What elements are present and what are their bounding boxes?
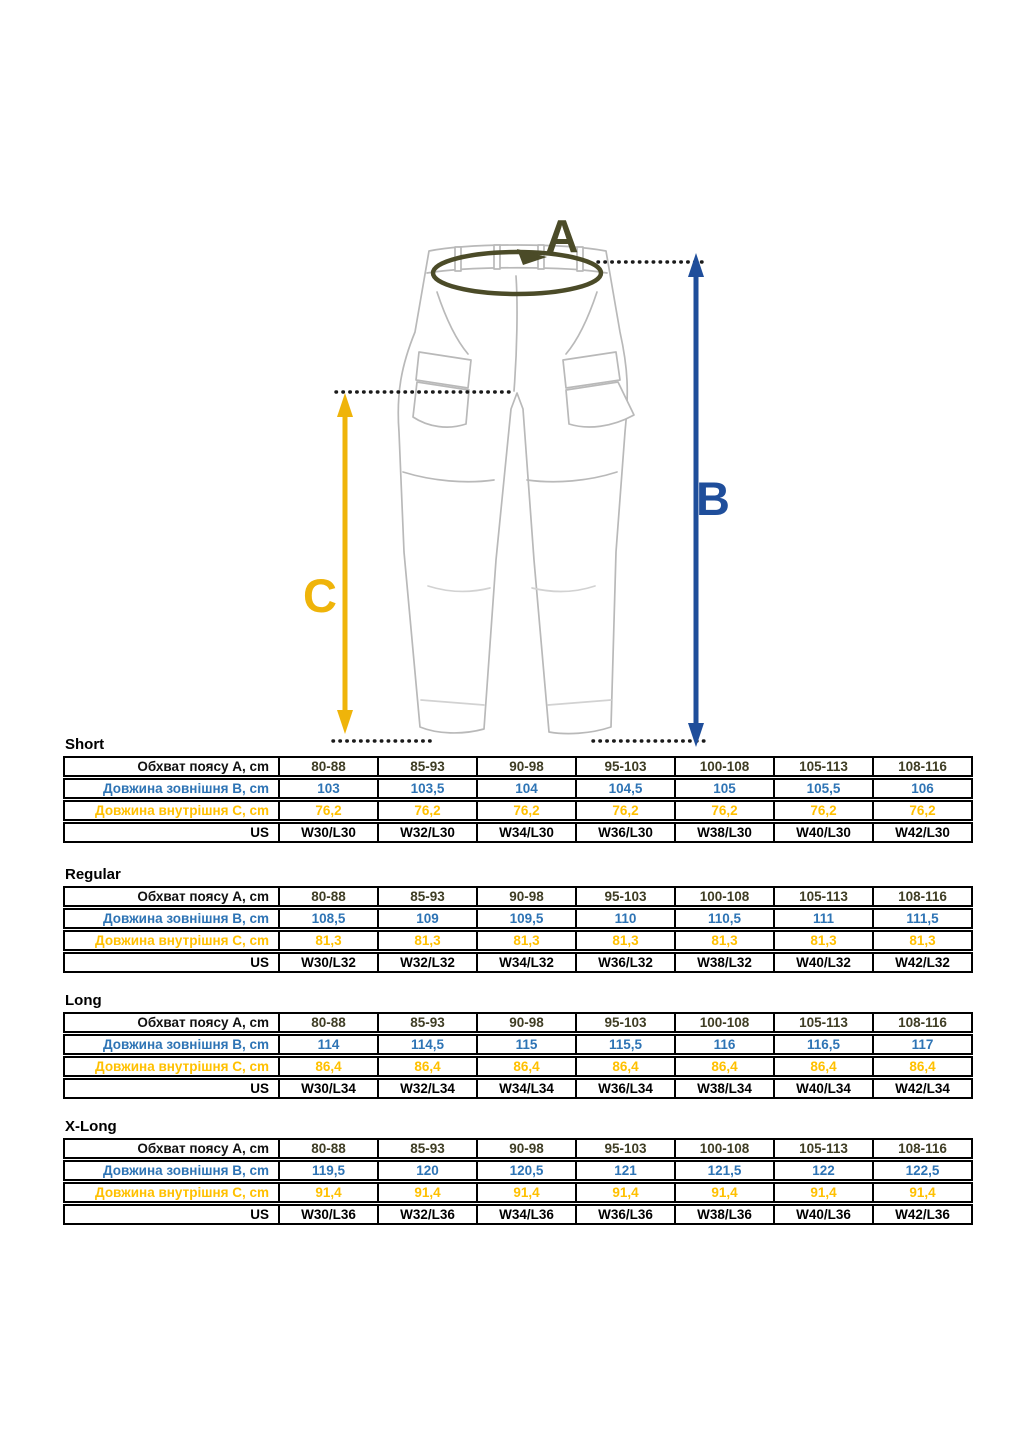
size-cell: 109	[377, 910, 476, 927]
size-cell: 114	[278, 1036, 377, 1053]
size-table	[63, 1012, 973, 1099]
size-cell: 91,4	[575, 1184, 674, 1201]
size-section-short	[63, 736, 973, 844]
row-label: Обхват поясу A, cm	[137, 1015, 269, 1030]
size-cell: 80-88	[278, 758, 377, 775]
table-row	[63, 756, 973, 777]
size-cell: 81,3	[476, 932, 575, 949]
size-cell: W32/L30	[377, 824, 476, 841]
size-cell: W40/L34	[773, 1080, 872, 1097]
size-cell: 108-116	[872, 1014, 971, 1031]
size-cell: 120	[377, 1162, 476, 1179]
size-cell: W30/L36	[278, 1206, 377, 1223]
size-cell: 76,2	[377, 802, 476, 819]
size-cell: 86,4	[476, 1058, 575, 1075]
size-cell: 108-116	[872, 888, 971, 905]
size-cell: W38/L36	[674, 1206, 773, 1223]
table-row	[63, 1182, 973, 1203]
table-row	[63, 1078, 973, 1099]
table-row	[63, 952, 973, 973]
size-cell: 121,5	[674, 1162, 773, 1179]
section-title: Short	[65, 736, 105, 753]
size-cell: 108,5	[278, 910, 377, 927]
size-cell: 122	[773, 1162, 872, 1179]
arrow-down-icon	[337, 710, 353, 734]
size-cell: W36/L32	[575, 954, 674, 971]
size-cell: 91,4	[872, 1184, 971, 1201]
row-label: US	[250, 825, 269, 840]
size-cell: 81,3	[575, 932, 674, 949]
row-label: Довжина внутрішня C, cm	[95, 933, 269, 948]
size-cell: 95-103	[575, 1014, 674, 1031]
size-cell: 100-108	[674, 1014, 773, 1031]
size-cell: 86,4	[575, 1058, 674, 1075]
size-cell: 110,5	[674, 910, 773, 927]
size-cell: 100-108	[674, 888, 773, 905]
size-cell: W36/L36	[575, 1206, 674, 1223]
size-cell: 81,3	[872, 932, 971, 949]
size-cell: W32/L34	[377, 1080, 476, 1097]
size-cell: W34/L34	[476, 1080, 575, 1097]
size-cell: 76,2	[476, 802, 575, 819]
size-cell: 91,4	[278, 1184, 377, 1201]
row-label: US	[250, 1081, 269, 1096]
row-label: Довжина внутрішня C, cm	[95, 803, 269, 818]
size-cell: 80-88	[278, 1014, 377, 1031]
size-cell: 117	[872, 1036, 971, 1053]
size-cell: W40/L36	[773, 1206, 872, 1223]
size-cell: 91,4	[674, 1184, 773, 1201]
size-table	[63, 756, 973, 843]
size-cell: W34/L30	[476, 824, 575, 841]
size-cell: W30/L32	[278, 954, 377, 971]
size-cell: 85-93	[377, 758, 476, 775]
size-cell: 80-88	[278, 1140, 377, 1157]
section-title: Long	[65, 992, 102, 1009]
table-row	[63, 908, 973, 929]
row-label: Довжина зовнішня B, cm	[102, 1163, 269, 1178]
label-b: B	[696, 472, 730, 525]
size-cell: 90-98	[476, 1140, 575, 1157]
size-cell: W42/L34	[872, 1080, 971, 1097]
size-cell: 105	[674, 780, 773, 797]
size-cell: 115	[476, 1036, 575, 1053]
size-cell: 105-113	[773, 758, 872, 775]
size-cell: 95-103	[575, 758, 674, 775]
size-cell: 104	[476, 780, 575, 797]
section-title: Regular	[65, 866, 121, 883]
size-cell: 105,5	[773, 780, 872, 797]
size-cell: W34/L36	[476, 1206, 575, 1223]
size-cell: 85-93	[377, 1014, 476, 1031]
row-label: Довжина зовнішня B, cm	[102, 911, 269, 926]
table-row	[63, 1034, 973, 1055]
table-row	[63, 930, 973, 951]
size-cell: 91,4	[476, 1184, 575, 1201]
row-label: Обхват поясу A, cm	[137, 1141, 269, 1156]
size-cell: 81,3	[278, 932, 377, 949]
size-cell: 90-98	[476, 758, 575, 775]
size-cell: W38/L32	[674, 954, 773, 971]
size-cell: 86,4	[377, 1058, 476, 1075]
size-cell: W42/L36	[872, 1206, 971, 1223]
row-label: Довжина внутрішня C, cm	[95, 1185, 269, 1200]
table-row	[63, 800, 973, 821]
table-row	[63, 778, 973, 799]
size-cell: 120,5	[476, 1162, 575, 1179]
row-label: Довжина зовнішня B, cm	[102, 781, 269, 796]
size-cell: 104,5	[575, 780, 674, 797]
size-cell: 81,3	[674, 932, 773, 949]
size-cell: W36/L34	[575, 1080, 674, 1097]
table-row	[63, 1160, 973, 1181]
size-cell: 111,5	[872, 910, 971, 927]
size-cell: W32/L32	[377, 954, 476, 971]
size-cell: W42/L30	[872, 824, 971, 841]
size-cell: 100-108	[674, 1140, 773, 1157]
size-cell: 95-103	[575, 888, 674, 905]
size-section-regular	[63, 866, 973, 974]
size-cell: 116	[674, 1036, 773, 1053]
table-row	[63, 1012, 973, 1033]
size-cell: 80-88	[278, 888, 377, 905]
arrow-up-icon	[337, 393, 353, 417]
size-cell: W40/L32	[773, 954, 872, 971]
size-section-xlong	[63, 1118, 973, 1226]
table-row	[63, 1204, 973, 1225]
size-cell: 90-98	[476, 1014, 575, 1031]
size-cell: W40/L30	[773, 824, 872, 841]
size-cell: 103	[278, 780, 377, 797]
size-cell: W32/L36	[377, 1206, 476, 1223]
row-label: Обхват поясу A, cm	[137, 889, 269, 904]
size-cell: 86,4	[674, 1058, 773, 1075]
arrow-up-icon	[688, 253, 704, 277]
size-cell: 76,2	[674, 802, 773, 819]
size-cell: 86,4	[773, 1058, 872, 1075]
size-cell: 110	[575, 910, 674, 927]
table-row	[63, 886, 973, 907]
size-cell: 91,4	[377, 1184, 476, 1201]
size-cell: 86,4	[278, 1058, 377, 1075]
size-cell: 91,4	[773, 1184, 872, 1201]
table-row	[63, 1138, 973, 1159]
size-cell: W34/L32	[476, 954, 575, 971]
row-label: Обхват поясу A, cm	[137, 759, 269, 774]
size-section-long	[63, 992, 973, 1100]
size-cell: 114,5	[377, 1036, 476, 1053]
size-cell: 100-108	[674, 758, 773, 775]
size-cell: 105-113	[773, 888, 872, 905]
size-cell: 121	[575, 1162, 674, 1179]
size-cell: W38/L34	[674, 1080, 773, 1097]
size-cell: 81,3	[377, 932, 476, 949]
size-table	[63, 886, 973, 973]
table-row	[63, 1056, 973, 1077]
size-cell: 108-116	[872, 758, 971, 775]
size-cell: W42/L32	[872, 954, 971, 971]
size-cell: 76,2	[773, 802, 872, 819]
size-cell: 106	[872, 780, 971, 797]
size-cell: 122,5	[872, 1162, 971, 1179]
size-cell: 76,2	[575, 802, 674, 819]
table-row	[63, 822, 973, 843]
size-cell: 105-113	[773, 1140, 872, 1157]
size-cell: 85-93	[377, 1140, 476, 1157]
size-cell: W30/L30	[278, 824, 377, 841]
row-label: Довжина зовнішня B, cm	[102, 1037, 269, 1052]
size-cell: 109,5	[476, 910, 575, 927]
size-cell: 116,5	[773, 1036, 872, 1053]
size-cell: 111	[773, 910, 872, 927]
size-cell: 103,5	[377, 780, 476, 797]
size-cell: 108-116	[872, 1140, 971, 1157]
row-label: US	[250, 955, 269, 970]
label-a: A	[545, 210, 579, 262]
size-cell: 76,2	[872, 802, 971, 819]
label-c: C	[303, 569, 337, 622]
size-cell: W38/L30	[674, 824, 773, 841]
size-cell: 105-113	[773, 1014, 872, 1031]
size-cell: 86,4	[872, 1058, 971, 1075]
section-title: X-Long	[65, 1118, 117, 1135]
size-cell: 115,5	[575, 1036, 674, 1053]
row-label: US	[250, 1207, 269, 1222]
size-cell: 81,3	[773, 932, 872, 949]
size-table	[63, 1138, 973, 1225]
size-cell: W36/L30	[575, 824, 674, 841]
size-cell: 119,5	[278, 1162, 377, 1179]
size-cell: 90-98	[476, 888, 575, 905]
inner-length-arrow	[337, 393, 353, 734]
size-cell: 76,2	[278, 802, 377, 819]
size-cell: W30/L34	[278, 1080, 377, 1097]
row-label: Довжина внутрішня C, cm	[95, 1059, 269, 1074]
size-cell: 95-103	[575, 1140, 674, 1157]
pants-outline-drawing	[398, 245, 634, 734]
size-cell: 85-93	[377, 888, 476, 905]
